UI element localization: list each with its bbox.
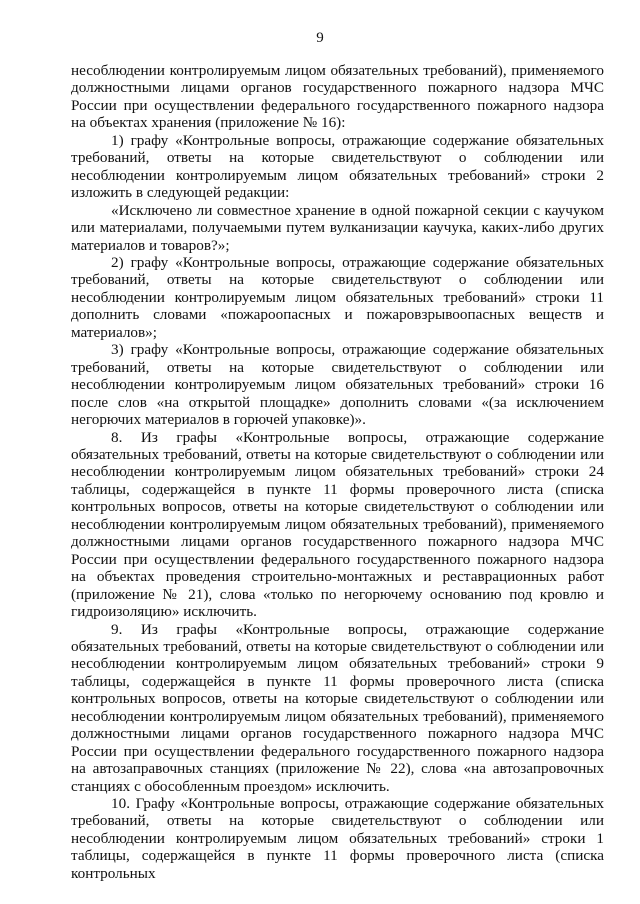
paragraph-item-2: 2) графу «Контрольные вопросы, отражающие содержание обязательных требований, ответы на которые свидетельствуют о соблюдении или несоблюдении контролируемым лицом обязательных требований» строки 11 дополнить словами «пожароопасных и пожаровзрывоопасных веществ и материалов»; <box>71 253 604 341</box>
paragraph-quote: «Исключено ли совместное хранение в одной пожарной секции с каучуком или материалами, получаемыми путем вулканизации каучука, каких-либо других материалов и товаров?»; <box>71 201 604 254</box>
paragraph-point-9: 9. Из графы «Контрольные вопросы, отражающие содержание обязательных требований, ответы на которые свидетельствуют о соблюдении или несоблюдении контролируемым лицом обязательных требований» строки 9 таблицы, содержащейся в пункте 11 формы проверочного листа (списка контрольных вопросов, ответы на которые свидетельствуют о соблюдении или несоблюдении контролируемым лицом обязательных требований), применяемого должностными лицами органов государственного пожарного надзора МЧС России при осуществлении федерального государственного пожарного надзора на автозаправочных станциях (приложение № 22), слова «на автозапровочных станциях с обособленным проездом» исключить. <box>71 620 604 795</box>
paragraph-point-10: 10. Графу «Контрольные вопросы, отражающие содержание обязательных требований, ответы на которые свидетельствуют о соблюдении или несоблюдении контролируемым лицом обязательных требований» строки 1 таблицы, содержащейся в пункте 11 формы проверочного листа (списка контрольных <box>71 795 604 882</box>
document-body <box>71 62 604 882</box>
paragraph-point-8: 8. Из графы «Контрольные вопросы, отражающие содержание обязательных требований, ответы на которые свидетельствуют о соблюдении или несоблюдении контролируемым лицом обязательных требований» строки 24 таблицы, содержащейся в пункте 11 формы проверочного листа (списка контрольных вопросов, ответы на которые свидетельствуют о соблюдении или несоблюдении контролируемым лицом обязательных требований), применяемого должностными лицами органов государственного пожарного надзора МЧС России при осуществлении федерального государственного пожарного надзора на объектах проведения строительно-монтажных и реставрационных работ (приложение № 21), слова «только по негорючему основанию под кровлю и гидроизоляцию» исключить. <box>71 428 604 621</box>
paragraph-item-1: 1) графу «Контрольные вопросы, отражающие содержание обязательных требований, ответы на которые свидетельствуют о соблюдении или несоблюдении контролируемым лицом обязательных требований» строки 2 изложить в следующей редакции: <box>71 131 604 202</box>
paragraph-item-3: 3) графу «Контрольные вопросы, отражающие содержание обязательных требований, ответы на которые свидетельствуют о соблюдении или несоблюдении контролируемым лицом обязательных требований» строки 16 после слов «на открытой площадке» дополнить словами «(за исключением негорючих материалов в горючей упаковке)». <box>71 341 604 429</box>
page-number: 9 <box>316 30 324 46</box>
paragraph-continuation: несоблюдении контролируемым лицом обязательных требований), применяемого должностными лицами органов государственного пожарного надзора МЧС России при осуществлении федерального государственного пожарного надзора на объектах хранения (приложение № 16): <box>71 62 604 132</box>
